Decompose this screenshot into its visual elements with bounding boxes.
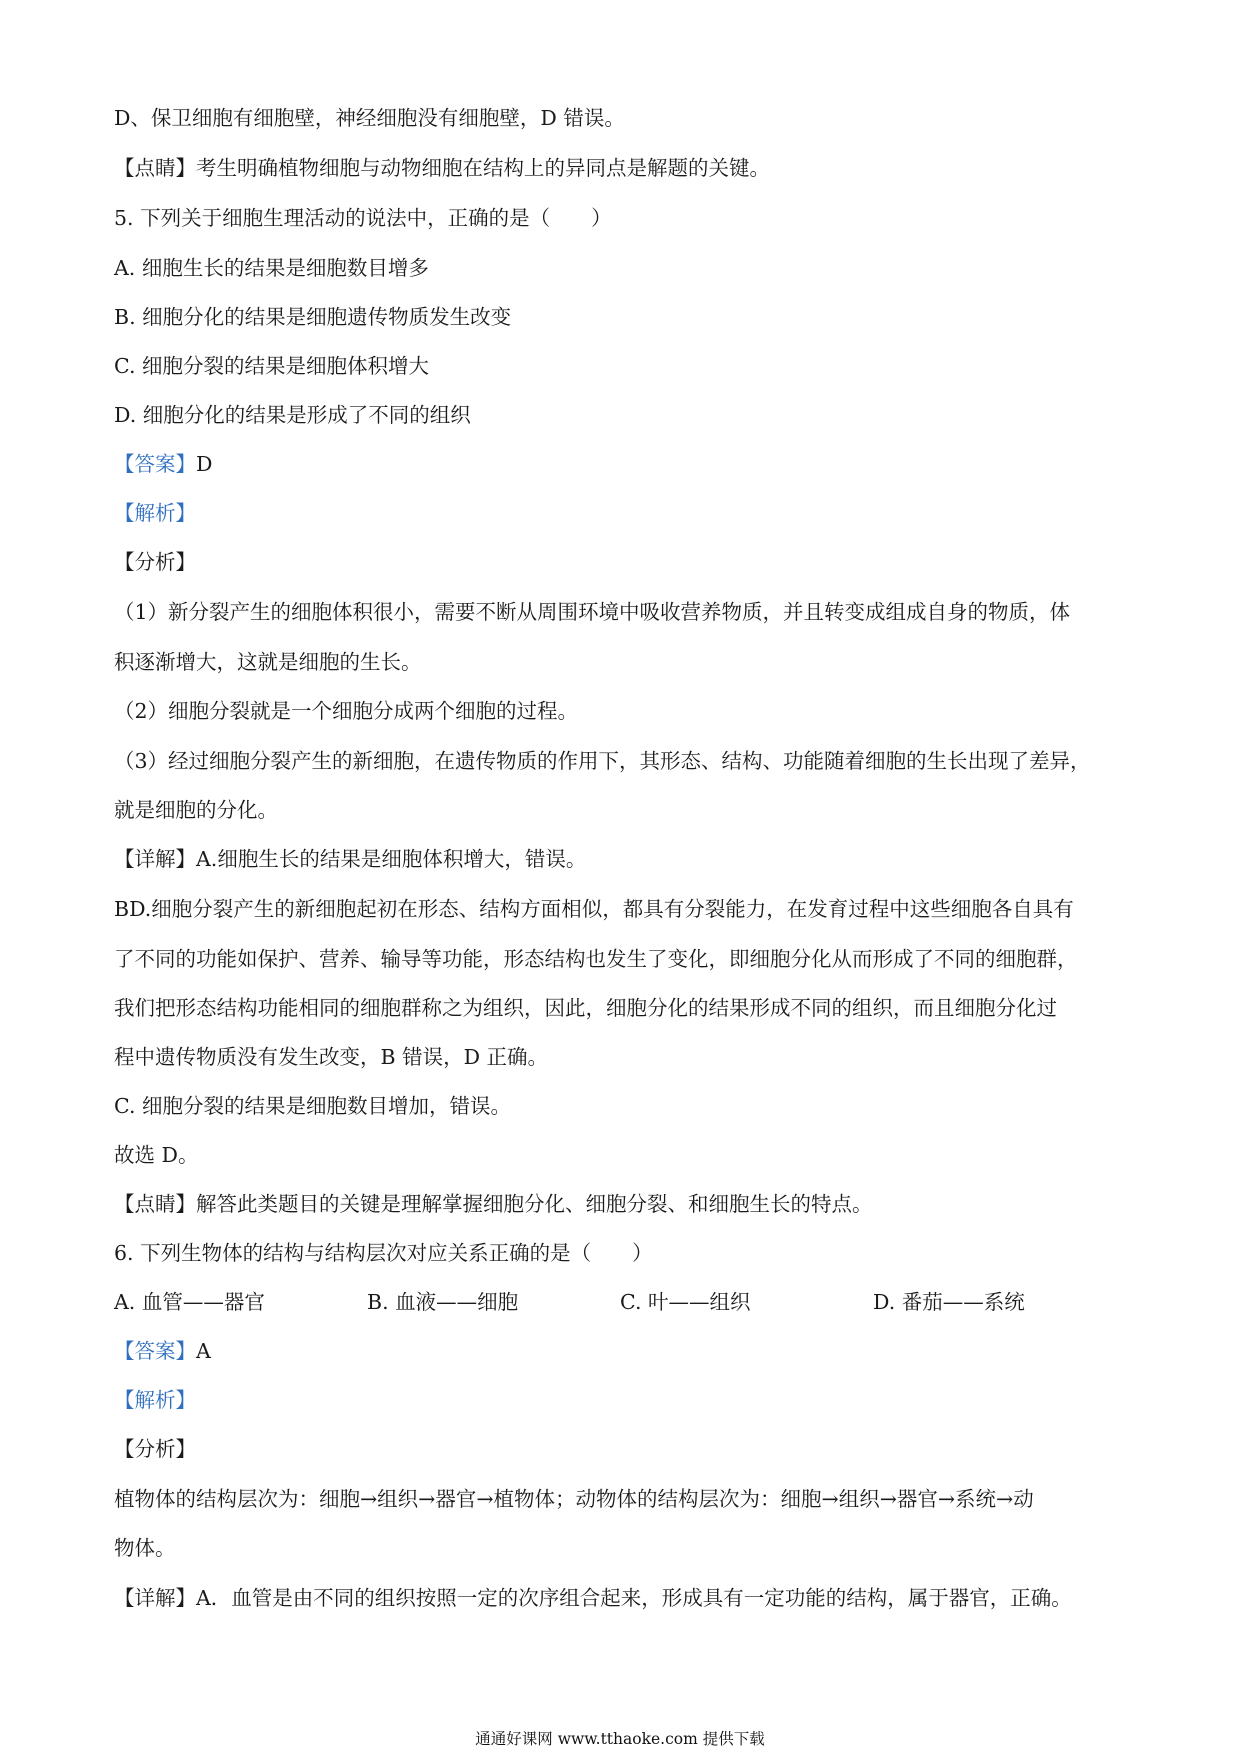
q6-detail: 【详解】A．血管是由不同的组织按照一定的次序组合起来，形成具有一定功能的结构，属于器官，正确。: [114, 1586, 1072, 1610]
q5-tip: 【点睛】解答此类题目的关键是理解掌握细胞分化、细胞分裂、和细胞生长的特点。: [114, 1192, 873, 1216]
q6-option-c: C. 叶——组织: [620, 1290, 751, 1314]
q5-detail-line: BD.细胞分裂产生的新细胞起初在形态、结构方面相似，都具有分裂能力，在发育过程中这些细胞各自具有: [114, 897, 1074, 921]
prev-option-d: D、保卫细胞有细胞壁，神经细胞没有细胞壁，D 错误。: [114, 106, 625, 130]
q5-fenxi-tag: 【分析】: [114, 550, 196, 574]
q5-option-b: B. 细胞分化的结果是细胞遗传物质发生改变: [114, 305, 512, 329]
q5-detail-line: 了不同的功能如保护、营养、输导等功能，形态结构也发生了变化，即细胞分化从而形成了不同的细胞群，: [114, 947, 1078, 971]
q6-fenxi-tag: 【分析】: [114, 1437, 196, 1461]
q6-option-d: D. 番茄——系统: [873, 1290, 1025, 1314]
q6-answer: [114, 1338, 211, 1364]
q5-detail-line: 程中遗传物质没有发生改变，B 错误，D 正确。: [114, 1045, 549, 1069]
q6-answer-value: A: [196, 1339, 211, 1363]
q6-fenxi-line: 物体。: [114, 1536, 176, 1560]
q5-fenxi-line: 就是细胞的分化。: [114, 798, 278, 822]
q6-analysis-tag: 【解析】: [114, 1388, 196, 1412]
q5-answer-tag: 【答案】: [114, 452, 196, 476]
page-footer: 通通好课网 www.tthaoke.com 提供下载: [475, 1730, 765, 1748]
q5-fenxi-line: （2）细胞分裂就是一个细胞分成两个细胞的过程。: [114, 699, 579, 723]
q5-option-d: D. 细胞分化的结果是形成了不同的组织: [114, 403, 471, 427]
q5-analysis-tag: 【解析】: [114, 501, 196, 525]
q5-fenxi-line: 积逐渐增大，这就是细胞的生长。: [114, 650, 422, 674]
q5-detail-line: C. 细胞分裂的结果是细胞数目增加，错误。: [114, 1094, 511, 1118]
q5-stem: 5. 下列关于细胞生理活动的说法中，正确的是（ ）: [114, 206, 612, 230]
prev-tip: 【点睛】考生明确植物细胞与动物细胞在结构上的异同点是解题的关键。: [114, 156, 770, 180]
q5-fenxi-line: （3）经过细胞分裂产生的新细胞，在遗传物质的作用下，其形态、结构、功能随着细胞的生长出现了差异，: [114, 749, 1091, 773]
q6-fenxi-line: 植物体的结构层次为：细胞→组织→器官→植物体；动物体的结构层次为：细胞→组织→器官→系统→动: [114, 1487, 1034, 1511]
q5-detail-line: 【详解】A.细胞生长的结果是细胞体积增大，错误。: [114, 847, 587, 871]
q5-detail-line: 我们把形态结构功能相同的细胞群称之为组织，因此，细胞分化的结果形成不同的组织，而且细胞分化过: [114, 996, 1057, 1020]
q5-option-c: C. 细胞分裂的结果是细胞体积增大: [114, 354, 429, 378]
q6-answer-tag: 【答案】: [114, 1339, 196, 1363]
q6-stem: 6. 下列生物体的结构与结构层次对应关系正确的是（ ）: [114, 1241, 653, 1265]
q5-answer: [114, 451, 212, 477]
q5-answer-value: D: [196, 452, 213, 476]
q5-fenxi-line: （1）新分裂产生的细胞体积很小，需要不断从周围环境中吸收营养物质，并且转变成组成自身的物质，体: [114, 600, 1071, 624]
q6-option-a: A. 血管——器官: [114, 1290, 265, 1314]
q5-detail-line: 故选 D。: [114, 1143, 199, 1167]
q5-option-a: A. 细胞生长的结果是细胞数目增多: [114, 256, 429, 280]
q6-option-b: B. 血液——细胞: [367, 1290, 519, 1314]
